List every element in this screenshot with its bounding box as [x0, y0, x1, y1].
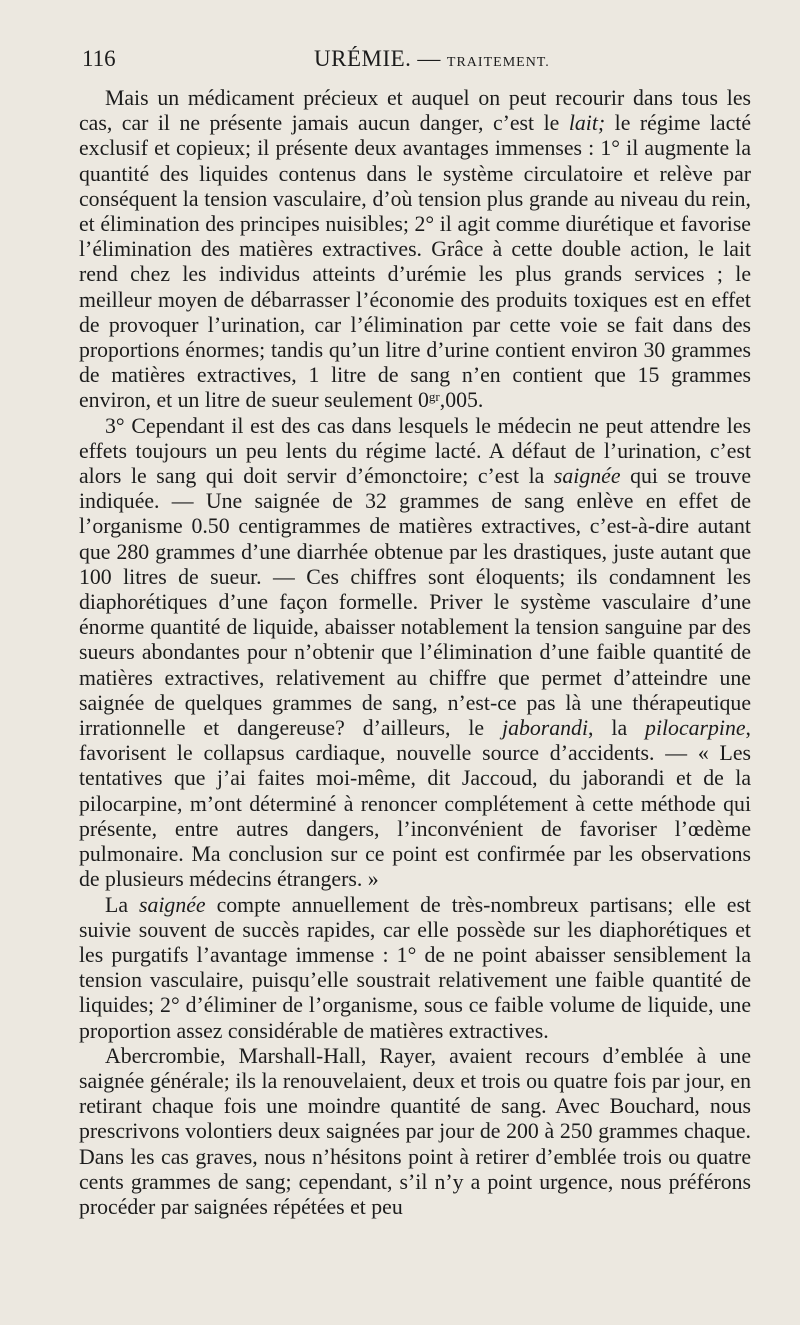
paragraph-text: qui se trouve indiquée. — Une saignée de 32 grammes de sang enlève en effet de l’organisme 0.50 centigrammes de matières extractives, c’est-à-dire autant que 280 grammes d’une diarrhée obtenue par les drastiques, juste autant que 100 litres de sueur. — Ces chiffres sont éloquents; ils condamnent les diaphorétiques d’une façon formelle. Priver le système vasculaire d’une énorme quantité de liquide, abaisser notablement la tension sanguine par des sueurs abondantes pour n’obtenir que l’élimination d’une faible quantité de matières extractives, relativement au chiffre que permet d’atteindre une saignée de quelques grammes de sang, n’est-ce pas là une thérapeutique irrationnelle et dangereuse? d’ailleurs, le [79, 464, 751, 741]
paragraph-text: , la [588, 716, 646, 741]
italic-term-saignee: saignée [553, 464, 621, 489]
title-separator: — [417, 46, 441, 71]
italic-term-lait: lait; [568, 111, 606, 136]
page-number: 116 [82, 46, 116, 71]
paragraph-text: Mais un médicament précieux et auquel on peut recourir dans tous les cas, car il ne présente jamais aucun danger, c’est le [79, 86, 751, 136]
unit-superscript: gr [428, 389, 440, 405]
paragraph-bleeding-advantages [79, 893, 751, 1044]
paragraph-milk-regime [79, 86, 751, 414]
running-title [314, 46, 550, 72]
body-text [79, 86, 751, 1220]
paragraph-text: Abercrombie, Marshall-Hall, Rayer, avaient recours d’emblée à une saignée générale; ils la renouvelaient, deux et trois ou quatre fois par jour, en retirant chaque fois une moindre quantité de sang. Avec Bouchard, nous prescrivons volontiers deux saignées par jour de 200 à 250 grammes chaque. Dans les cas graves, nous n’hésitons point à retirer d’emblée trois ou quatre cents grammes de sang; cependant, s’il n’y a point urgence, nous préférons procéder par saignées répétées et peu [79, 1043, 751, 1219]
paragraph-text: , favorisent le collapsus cardiaque, nouvelle source d’accidents. — « Les tentatives que j’ai faites moi-même, dit Jaccoud, du jaborandi et de la pilocarpine, m’ont déterminé à renoncer complétement à cette méthode qui présente, entre autres dangers, l’inconvénient de favoriser l’œdème pulmonaire. Ma conclusion sur ce point est confirmée par les observations de plusieurs médecins étrangers. » [79, 716, 751, 892]
paragraph-text: ,005. [439, 388, 484, 413]
italic-term-jaborandi: jaborandi [502, 716, 589, 741]
section-title: TRAITEMENT. [446, 55, 550, 70]
chapter-title: URÉMIE. [314, 46, 412, 71]
paragraph-text: le régime lacté exclusif et copieux; il présente deux avantages immenses : 1° il augmente la quantité des liquides contenus dans le système circulatoire et relève par conséquent la tension vasculaire, d’où tension plus grande au niveau du rein, et élimination des principes nuisibles; 2° il agit comme diurétique et favorise l’élimination des matières extractives. Grâce à cette double action, le lait rend chez les individus atteints d’urémie les plus grands services ; le meilleur moyen de débarrasser l’économie des produits toxiques est en effet de provoquer l’urination, car l’élimination par cette voie se fait dans des proportions énormes; tandis qu’un litre d’urine contient environ 30 grammes de matières extractives, 1 litre de sang n’en contient que 15 grammes environ, et un litre de sueur seulement 0 [79, 111, 751, 413]
italic-term-pilocarpine: pilocarpine [645, 716, 746, 741]
running-head [82, 46, 752, 80]
paragraph-bleeding-practice [79, 1044, 751, 1220]
paragraph-bleeding-indication [79, 414, 751, 893]
paragraph-text: compte annuellement de très-nombreux partisans; elle est suivie souvent de succès rapides, car elle possède sur les diaphorétiques et les purgatifs l’avantage immense : 1° de ne point abaisser sensiblement la tension vasculaire, puisqu’elle soustrait relativement une faible quantité de liquides; 2° d’éliminer de l’organisme, sous ce faible volume de liquide, une proportion assez considérable de matières extractives. [79, 892, 751, 1043]
italic-term-saignee: saignée [138, 892, 206, 917]
paragraph-text: La [105, 892, 139, 917]
paragraph-text: 3° Cependant il est des cas dans lesquels le médecin ne peut attendre les effets toujours un peu lents du régime lacté. A défaut de l’urination, c’est alors le sang qui doit servir d’émonctoire; c’est la [79, 413, 751, 489]
